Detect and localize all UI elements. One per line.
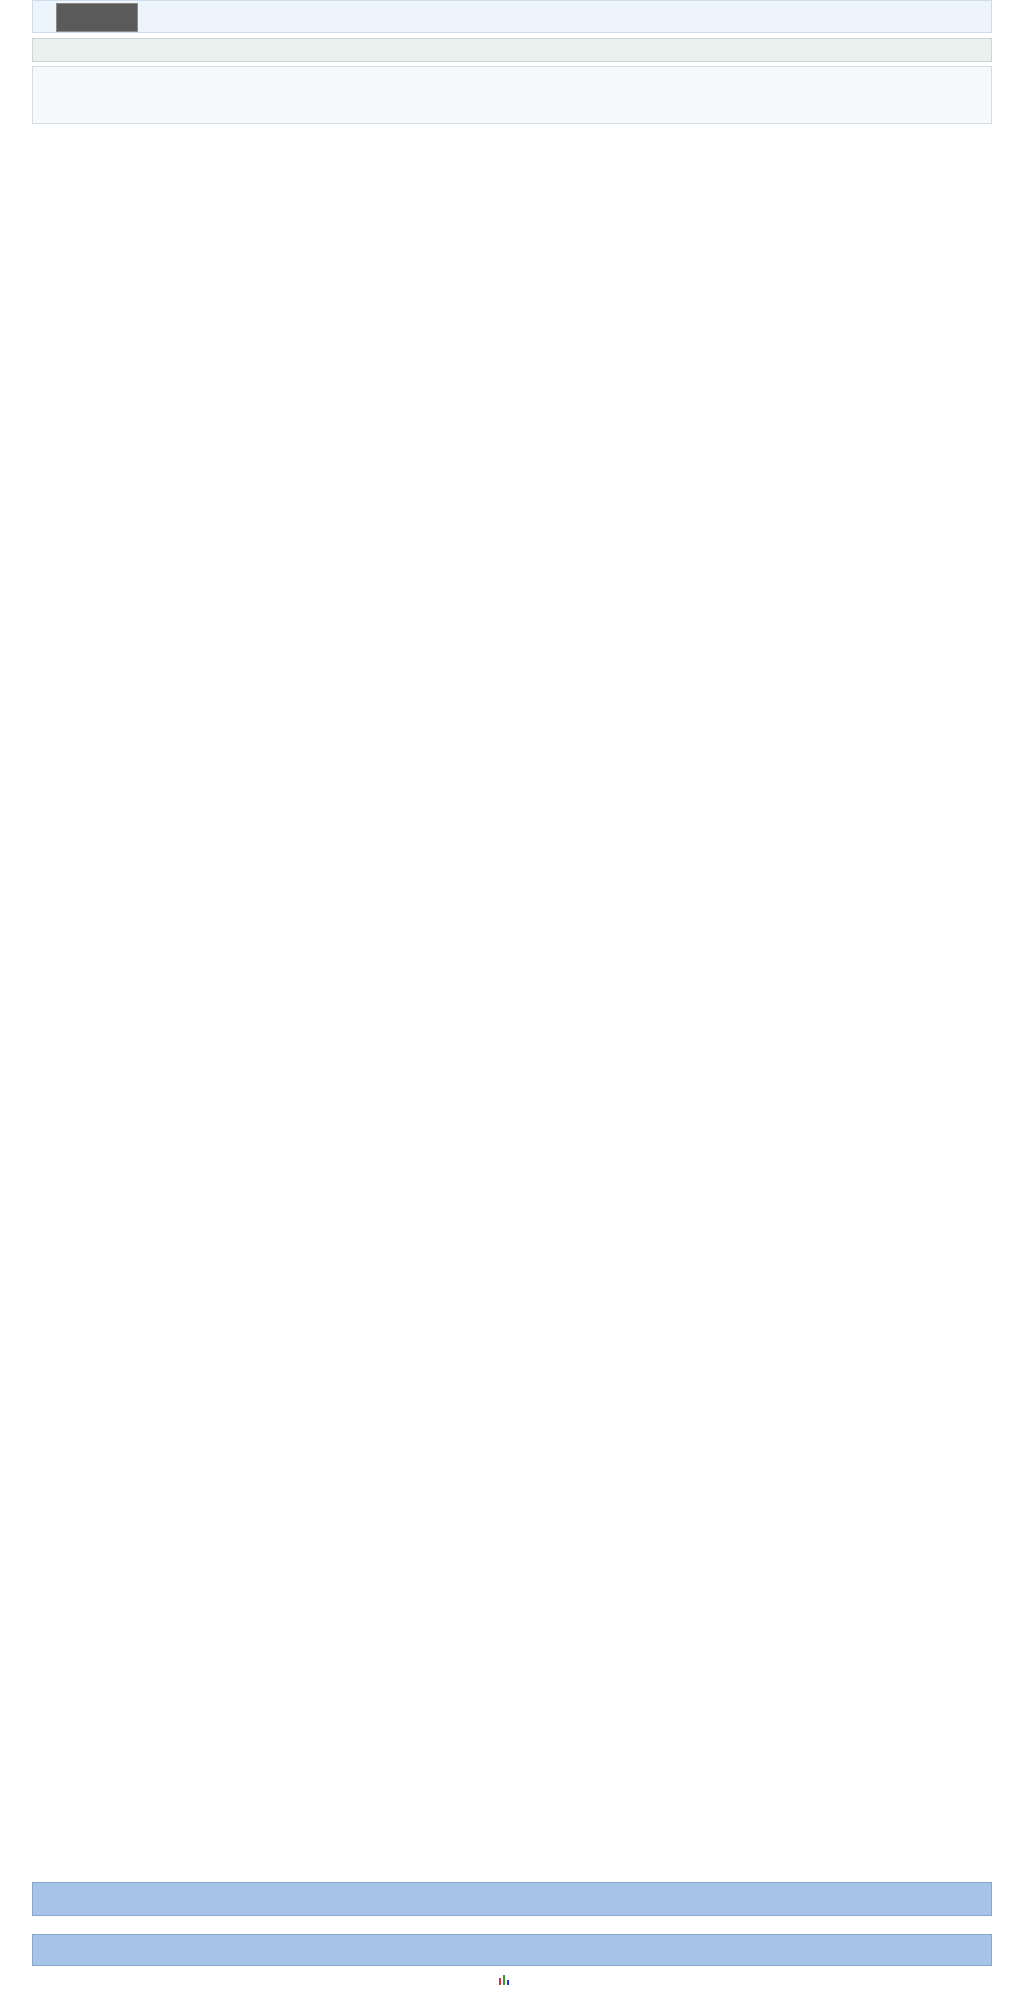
footer-studio-bar [32,1882,992,1916]
top-bar [32,0,992,33]
site-logo[interactable] [56,3,138,32]
watermark [910,1950,1024,1993]
greeting-bar [32,38,992,62]
greeting-links [189,44,213,58]
footer-icp-bar [32,1934,992,1966]
main-nav [149,8,165,23]
tips-panel [32,66,992,124]
stats-counter-icon[interactable] [498,1972,512,1986]
